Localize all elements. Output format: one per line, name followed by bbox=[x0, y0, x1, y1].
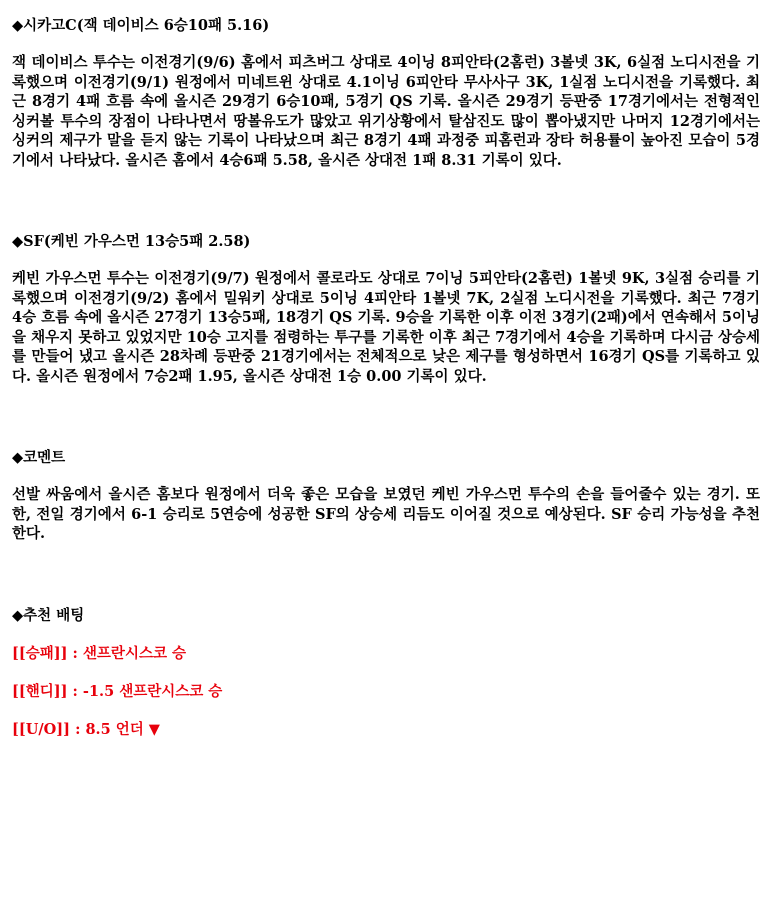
section-heading: ◆시카고C(잭 데이비스 6승10패 5.16) bbox=[12, 17, 270, 34]
section-recommend bbox=[12, 606, 760, 739]
pick-under-over bbox=[12, 720, 760, 739]
pick-separator: : bbox=[67, 644, 83, 662]
section-sf-pitcher bbox=[12, 232, 760, 386]
pick-label: [[승패]] bbox=[12, 644, 68, 662]
section-chicago-pitcher bbox=[12, 16, 760, 170]
section-paragraph: 잭 데이비스 투수는 이전경기(9/6) 홈에서 피츠버그 상대로 4이닝 8피안타(2홈런) 3볼넷 3K, 6실점 노디시전을 기록했으며 이전경기(9/1) 원정에서 미네트윈 상대로 4.1이닝 6피안타 무사사구 3K, 1실점 노디시전을 기록했다. 최근 8경기 4패 흐름 속에 올시즌 29경기 6승10패, 5경기 QS 기록. 올시즌 29경기 등판중 17경기에서는 전형적인 싱커볼 투수의 장점이 나타나면서 땅볼유도가 많았고 위기상황에서 탈삼진도 많이 뽑아냈지만 나머지 12경기에서는 싱커의 제구가 말을 듣지 않는 기록이 나타났으며 최근 8경기 4패 과정중 피홈런과 장타 허용률이 높아진 모습이 5경기에서 나타났다. 올시즌 홈에서 4승6패 5.58, 올시즌 상대전 1패 8.31 기록이 있다. bbox=[12, 54, 760, 169]
pick-separator: : bbox=[70, 720, 86, 738]
section-heading: ◆SF(케빈 가우스먼 13승5패 2.58) bbox=[12, 233, 251, 250]
pick-value: 8.5 언더 ▼ bbox=[85, 720, 160, 738]
pick-win-loss bbox=[12, 644, 760, 663]
recommend-heading: ◆추천 배팅 bbox=[12, 606, 85, 624]
section-comment bbox=[12, 448, 760, 544]
pick-value: -1.5 샌프란시스코 승 bbox=[82, 682, 223, 700]
section-paragraph: 케빈 가우스먼 투수는 이전경기(9/7) 원정에서 콜로라도 상대로 7이닝 5피안타(2홈런) 1볼넷 9K, 3실점 승리를 기록했으며 이전경기(9/2) 홈에서 밀워키 상대로 5이닝 4피안타 1볼넷 7K, 2실점 노디시전을 기록했다. 최근 7경기 4승 흐름 속에 올시즌 27경기 13승5패, 18경기 QS 기록. 9승을 기록한 이후 이전 3경기(2패)에서 연속해서 5이닝을 채우지 못하고 있었지만 10승 고지를 점령하는 투구를 기록한 이후 최근 7경기에서 4승을 기록하며 다시금 상승세를 만들어 냈고 올시즌 28차례 등판중 21경기에서는 전체적으로 낮은 제구를 형성하면서 16경기 QS를 기록하고 있다. 올시즌 원정에서 7승2패 1.95, 올시즌 상대전 1승 0.00 기록이 있다. bbox=[12, 270, 760, 385]
section-heading: ◆코멘트 bbox=[12, 449, 66, 466]
pick-label: [[U/O]] bbox=[12, 720, 71, 738]
section-paragraph: 선발 싸움에서 올시즌 홈보다 원정에서 더욱 좋은 모습을 보였던 케빈 가우스먼 투수의 손을 들어줄수 있는 경기. 또한, 전일 경기에서 6-1 승리로 5연승에 성공한 SF의 상승세 리듬도 이어질 것으로 예상된다. SF 승리 가능성을 추천한다. bbox=[12, 486, 760, 542]
pick-value: 샌프란시스코 승 bbox=[82, 644, 187, 662]
pick-separator: : bbox=[67, 682, 83, 700]
pick-handicap bbox=[12, 682, 760, 701]
pick-label: [[핸디]] bbox=[12, 682, 68, 700]
